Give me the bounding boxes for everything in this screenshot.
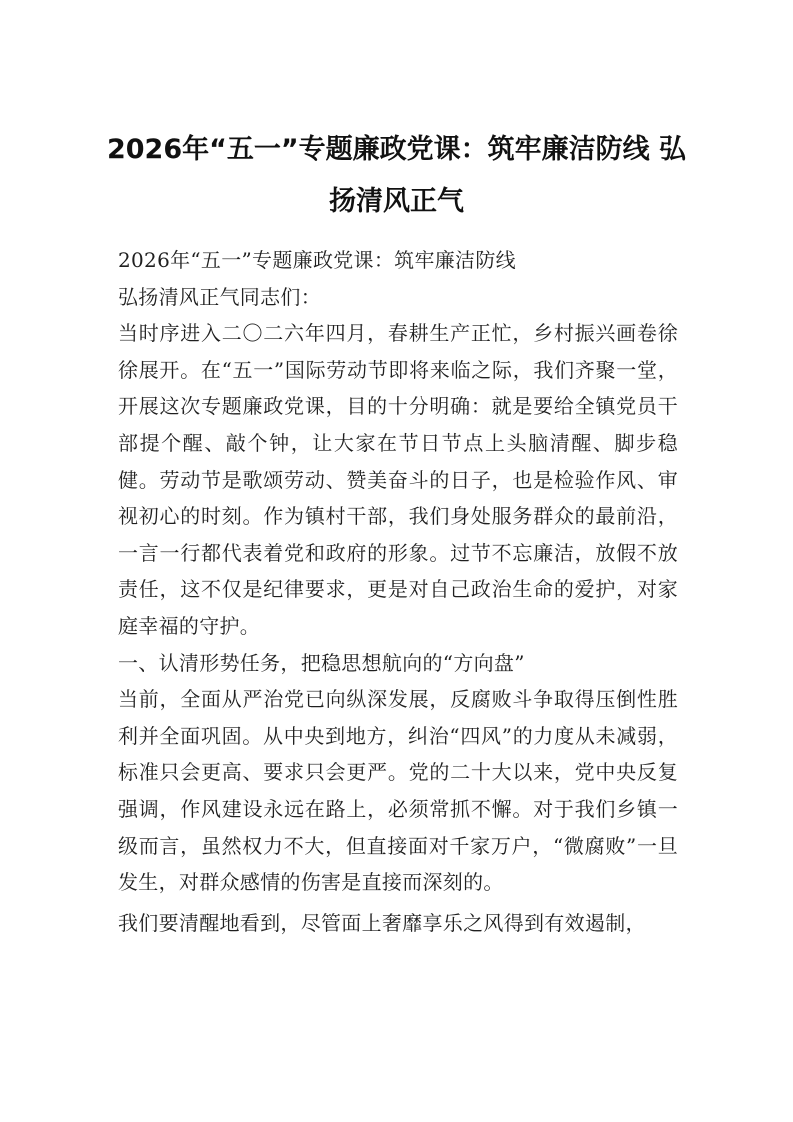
document-body <box>118 242 678 941</box>
body-paragraph: 当前，全面从严治党已向纵深发展，反腐败斗争取得压倒性胜利并全面巩固。从中央到地方，纠治“四风”的力度从未减弱，标准只会更高、要求只会更严。党的二十大以来，党中央反复强调，作风建设永远在路上，必须常抓不懈。对于我们乡镇一级而言，虽然权力不大，但直接面对千家万户，“微腐败”一旦发生，对群众感情的伤害是直接而深刻的。 <box>118 687 678 895</box>
subtitle-line: 2026年“五一”专题廉政党课：筑牢廉洁防线 <box>118 248 516 272</box>
intro-paragraph: 当时序进入二〇二六年四月，春耕生产正忙，乡村振兴画卷徐徐展开。在“五一”国际劳动节即将来临之际，我们齐聚一堂，开展这次专题廉政党课，目的十分明确：就是要给全镇党员干部提个醒、敲个钟，让大家在节日节点上头脑清醒、脚步稳健。劳动节是歌颂劳动、赞美奋斗的日子，也是检验作风、审视初心的时刻。作为镇村干部，我们身处服务群众的最前沿，一言一行都代表着党和政府的形象。过节不忘廉洁，放假不放责任，这不仅是纪律要求，更是对自己政治生命的爱护，对家庭幸福的守护。 <box>118 321 678 638</box>
document-title: 2026年“五一”专题廉政党课：筑牢廉洁防线 弘扬清风正气 <box>106 134 687 217</box>
body-paragraph: 我们要清醒地看到，尽管面上奢靡享乐之风得到有效遏制， <box>118 910 646 935</box>
salutation-line: 弘扬清风正气同志们： <box>118 284 321 309</box>
section-heading: 一、认清形势任务，把稳思想航向的“方向盘” <box>118 650 525 675</box>
